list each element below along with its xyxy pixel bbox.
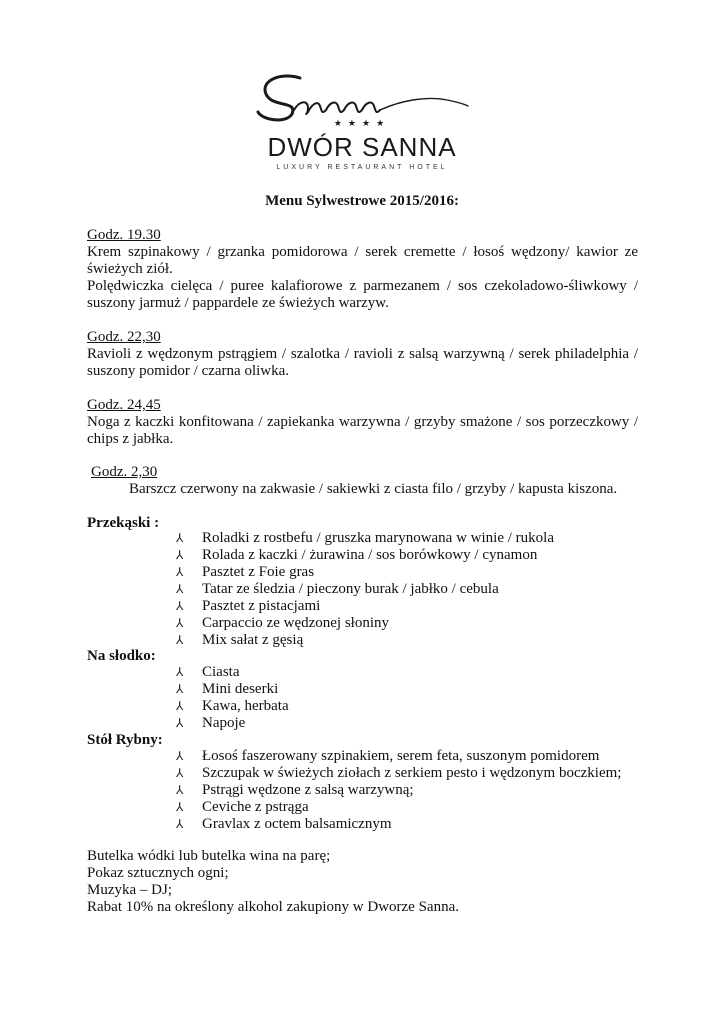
list-item: ⅄ Ciasta (176, 664, 240, 680)
bullet-icon: ⅄ (176, 800, 184, 814)
course-4 (87, 464, 638, 498)
logo-script-signature (252, 70, 472, 126)
list-item: ⅄ Roladki z rostbefu / gruszka marynowana w winie / rukola (176, 530, 554, 546)
course-line: Barszcz czerwony na zakwasie / sakiewki z ciasta filo / grzyby / kapusta kiszona. (129, 481, 618, 497)
bullet-icon: ⅄ (176, 582, 184, 596)
course-time: Godz. 19.30 (87, 227, 161, 243)
section-heading: Przekąski : (87, 515, 160, 531)
list-item: ⅄ Kawa, herbata (176, 698, 289, 714)
bullet-icon: ⅄ (176, 682, 184, 696)
course-1 (87, 227, 638, 312)
list-item: ⅄ Łosoś faszerowany szpinakiem, serem feta, suszonym pomidorem (176, 748, 600, 764)
list-item: ⅄ Szczupak w świeżych ziołach z serkiem pesto i wędzonym boczkiem; (176, 765, 622, 781)
list-item: ⅄ Pstrągi wędzone z salsą warzywną; (176, 782, 414, 798)
bullet-icon: ⅄ (176, 616, 184, 630)
list-item: ⅄ Ceviche z pstrąga (176, 799, 309, 815)
hotel-logo (0, 64, 724, 184)
course-time: Godz. 2,30 (91, 464, 158, 480)
bullet-icon: ⅄ (176, 766, 184, 780)
page-title: Menu Sylwestrowe 2015/2016: (265, 193, 459, 209)
bullet-icon: ⅄ (176, 783, 184, 797)
logo-stars: ★★★★ (333, 119, 391, 129)
section-heading: Stół Rybny: (87, 732, 163, 748)
fish-list (176, 748, 646, 833)
bullet-icon: ⅄ (176, 749, 184, 763)
list-item: ⅄ Mini deserki (176, 681, 279, 697)
bullet-icon: ⅄ (176, 599, 184, 613)
section-heading: Na słodko: (87, 648, 156, 664)
logo-tagline: LUXURY RESTAURANT HOTEL (276, 164, 448, 171)
extra-line: Pokaz sztucznych ogni; (87, 865, 229, 881)
list-item: ⅄ Gravlax z octem balsamicznym (176, 816, 392, 832)
bullet-icon: ⅄ (176, 548, 184, 562)
appetizers-list (176, 530, 646, 649)
course-time: Godz. 24,45 (87, 397, 161, 413)
bullet-icon: ⅄ (176, 699, 184, 713)
section-fish-table (87, 732, 638, 749)
extra-line: Muzyka – DJ; (87, 882, 172, 898)
bullet-icon: ⅄ (176, 531, 184, 545)
list-item: ⅄ Pasztet z Foie gras (176, 564, 315, 580)
desserts-list (176, 664, 646, 732)
bullet-icon: ⅄ (176, 565, 184, 579)
course-line: Krem szpinakowy / grzanka pomidorowa / serek cremette / łosoś wędzony/ kawior ze świeżych ziół. (87, 244, 638, 277)
bullet-icon: ⅄ (176, 665, 184, 679)
extra-line: Butelka wódki lub butelka wina na parę; (87, 848, 331, 864)
extras (87, 848, 638, 916)
course-line: Ravioli z wędzonym pstrągiem / szalotka / ravioli z salsą warzywną / serek philadelphia / suszony pomidor / czarna oliwka. (87, 346, 638, 379)
list-item: ⅄ Rolada z kaczki / żurawina / sos borówkowy / cynamon (176, 547, 538, 563)
list-item: ⅄ Pasztet z pistacjami (176, 598, 321, 614)
bullet-icon: ⅄ (176, 716, 184, 730)
extra-line: Rabat 10% na określony alkohol zakupiony w Dworze Sanna. (87, 899, 459, 915)
bullet-icon: ⅄ (176, 633, 184, 647)
logo-name: DWÓR SANNA (267, 132, 457, 162)
bullet-icon: ⅄ (176, 817, 184, 831)
list-item: ⅄ Mix sałat z gęsią (176, 632, 304, 648)
course-2 (87, 329, 638, 380)
course-line: Noga z kaczki konfitowana / zapiekanka warzywna / grzyby smażone / sos porzeczkowy / chips z jabłka. (87, 414, 638, 447)
course-line: Polędwiczka cielęca / puree kalafiorowe z parmezanem / sos czekoladowo-śliwkowy / suszony jarmuż / pappardele ze świeżych warzyw. (87, 278, 638, 311)
list-item: ⅄ Napoje (176, 715, 246, 731)
section-desserts (87, 648, 638, 665)
course-time: Godz. 22,30 (87, 329, 161, 345)
list-item: ⅄ Carpaccio ze wędzonej słoniny (176, 615, 390, 631)
course-3 (87, 397, 638, 448)
list-item: ⅄ Tatar ze śledzia / pieczony burak / jabłko / cebula (176, 581, 499, 597)
